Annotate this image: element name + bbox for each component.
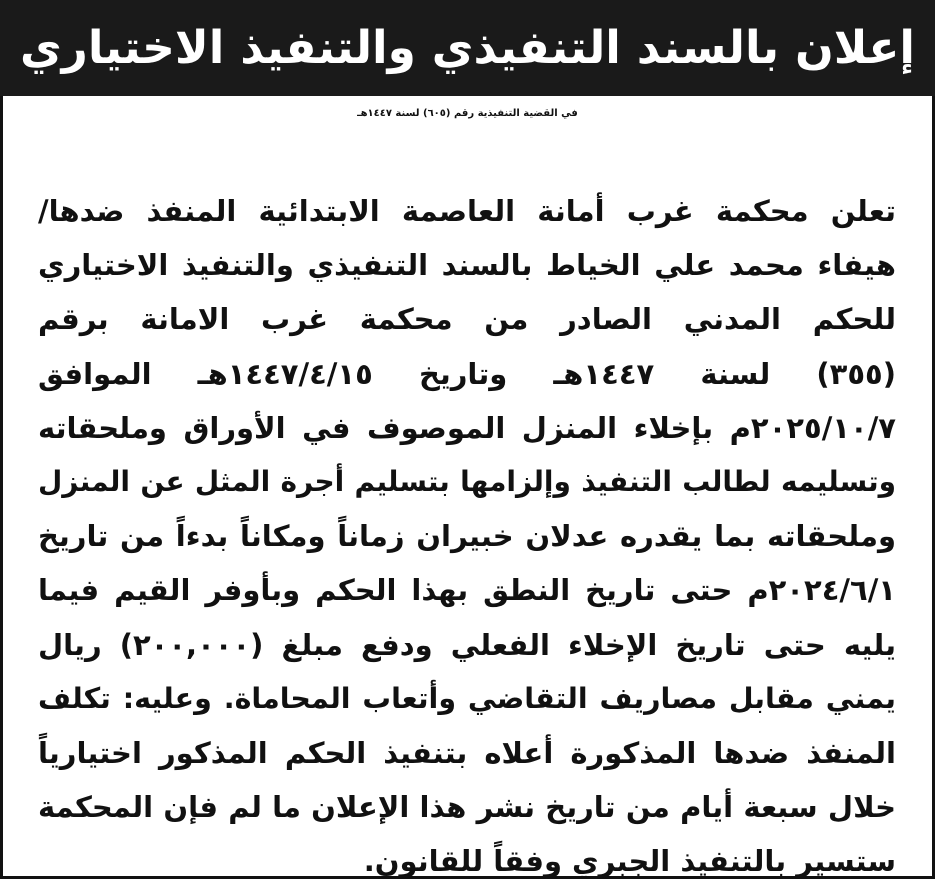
body-line-13: ستسير بالتنفيذ الجبري وفقاً للقانون. [363,844,896,879]
body-line-8: ٢٠٢٤/٦/١م حتى تاريخ النطق بهذا الحكم وبأوفر القيم فيما [38,573,896,608]
body-line-5: ٢٠٢٥/١٠/٧م بإخلاء المنزل الموصوف في الأوراق وملحقاته [38,410,896,445]
case-title: في القضية التنفيذية رقم (٦٠٥) لسنة ١٤٤٧هـ [357,108,578,119]
body-line-1: تعلن محكمة غرب أمانة العاصمة الابتدائية المنفذ ضدها/ [38,194,896,228]
header-bar [0,0,935,96]
body-line-7: وملحقاته بما يقدره عدلان خبيران زماناً ومكاناً بدءاً من تاريخ [38,519,896,554]
notice-body [38,184,896,888]
body-line-11: المنفذ ضدها المذكورة أعلاه بتنفيذ الحكم المذكور اختيارياً [38,735,896,770]
body-line-10: يمني مقابل مصاريف التقاضي وأتعاب المحاماة. وعليه: تكلف [38,681,896,715]
body-line-6: وتسليمه لطالب التنفيذ وإلزامها بتسليم أجرة المثل عن المنزل [38,464,896,498]
body-line-4: (٣٥٥) لسنة ١٤٤٧هـ وتاريخ ١٤٤٧/٤/١٥هـ الموافق [38,356,896,391]
notice-title: إعلان بالسند التنفيذي والتنفيذ الاختياري [19,21,916,75]
body-line-9: يليه حتى تاريخ الإخلاء الفعلي ودفع مبلغ (٢٠٠,٠٠٠) ريال [38,627,896,662]
body-line-2: هيفاء محمد علي الخياط بالسند التنفيذي والتنفيذ الاختياري [38,248,896,283]
body-line-12: خلال سبعة أيام من تاريخ نشر هذا الإعلان ما لم فإن المحكمة [38,790,896,825]
body-line-3: للحكم المدني الصادر من محكمة غرب الامانة برقم [38,302,896,337]
